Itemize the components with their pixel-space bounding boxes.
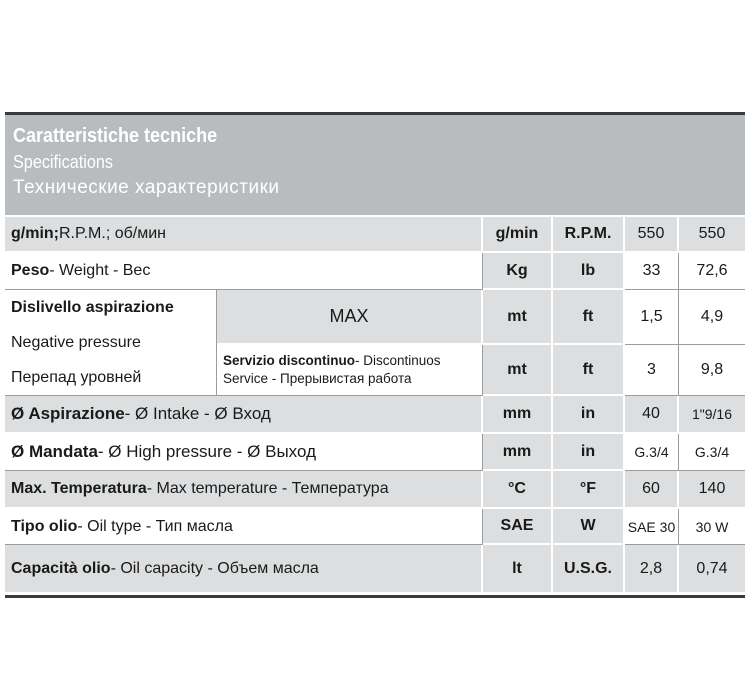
max-temperature-unit-metric: °C	[483, 471, 553, 509]
delivery-unit-imperial: in	[553, 434, 625, 471]
oil-type-label: Tipo olio - Oil type - Тип масла	[5, 509, 483, 545]
delivery-value-imperial: G.3/4	[679, 434, 745, 471]
intake-label: Ø Aspirazione - Ø Intake - Ø Вход	[5, 396, 483, 434]
suction-head-label-russian: Перепад уровней	[11, 368, 142, 386]
rpm-value-metric: 550	[625, 217, 679, 253]
suction-intermittent-value-imperial: 9,8	[679, 345, 745, 396]
oil-type-value-imperial: 30 W	[679, 509, 745, 545]
oil-type-unit-imperial: W	[553, 509, 625, 545]
suction-intermittent-unit-metric: mt	[483, 345, 553, 396]
suction-intermittent-label: Servizio discontinuo- Discontinuos Service - Прерывистая работа	[217, 345, 483, 396]
suction-head-label	[5, 290, 217, 396]
intake-value-imperial: 1"9/16	[679, 396, 745, 434]
suction-max-value-metric: 1,5	[625, 290, 679, 345]
oil-capacity-value-imperial: 0,74	[679, 545, 745, 592]
max-temperature-value-metric: 60	[625, 471, 679, 509]
oil-capacity-label: Capacità olio - Oil capacity - Объем масла	[5, 545, 483, 592]
weight-value-metric: 33	[625, 253, 679, 290]
rpm-unit-metric: g/min	[483, 217, 553, 253]
delivery-value-metric: G.3/4	[625, 434, 679, 471]
max-temperature-value-imperial: 140	[679, 471, 745, 509]
specifications-table	[5, 112, 745, 598]
table-header	[5, 115, 745, 217]
suction-max-label: MAX	[217, 290, 483, 345]
intake-unit-metric: mm	[483, 396, 553, 434]
header-title-english: Specifications	[13, 152, 113, 172]
weight-unit-imperial: lb	[553, 253, 625, 290]
weight-label: Peso - Weight - Вес	[5, 253, 483, 290]
intake-unit-imperial: in	[553, 396, 625, 434]
suction-max-unit-metric: mt	[483, 290, 553, 345]
suction-head-label-english: Negative pressure	[11, 333, 141, 351]
weight-unit-metric: Kg	[483, 253, 553, 290]
rpm-label: g/min; R.P.M.; об/мин	[5, 217, 483, 253]
header-title-italian: Caratteristiche tecniche	[13, 125, 218, 147]
suction-max-value-imperial: 4,9	[679, 290, 745, 345]
delivery-label: Ø Mandata - Ø High pressure - Ø Выход	[5, 434, 483, 471]
intake-value-metric: 40	[625, 396, 679, 434]
suction-intermittent-unit-imperial: ft	[553, 345, 625, 396]
weight-value-imperial: 72,6	[679, 253, 745, 290]
suction-head-label-italian: Dislivello aspirazione	[11, 298, 174, 316]
max-temperature-unit-imperial: °F	[553, 471, 625, 509]
oil-capacity-unit-imperial: U.S.G.	[553, 545, 625, 592]
rpm-value-imperial: 550	[679, 217, 745, 253]
suction-intermittent-value-metric: 3	[625, 345, 679, 396]
oil-type-unit-metric: SAE	[483, 509, 553, 545]
header-title-russian: Технические характеристики	[13, 177, 280, 198]
delivery-unit-metric: mm	[483, 434, 553, 471]
suction-max-unit-imperial: ft	[553, 290, 625, 345]
rpm-unit-imperial: R.P.M.	[553, 217, 625, 253]
oil-capacity-value-metric: 2,8	[625, 545, 679, 592]
max-temperature-label: Max. Temperatura - Max temperature - Температура	[5, 471, 483, 509]
oil-type-value-metric: SAE 30	[625, 509, 679, 545]
oil-capacity-unit-metric: lt	[483, 545, 553, 592]
